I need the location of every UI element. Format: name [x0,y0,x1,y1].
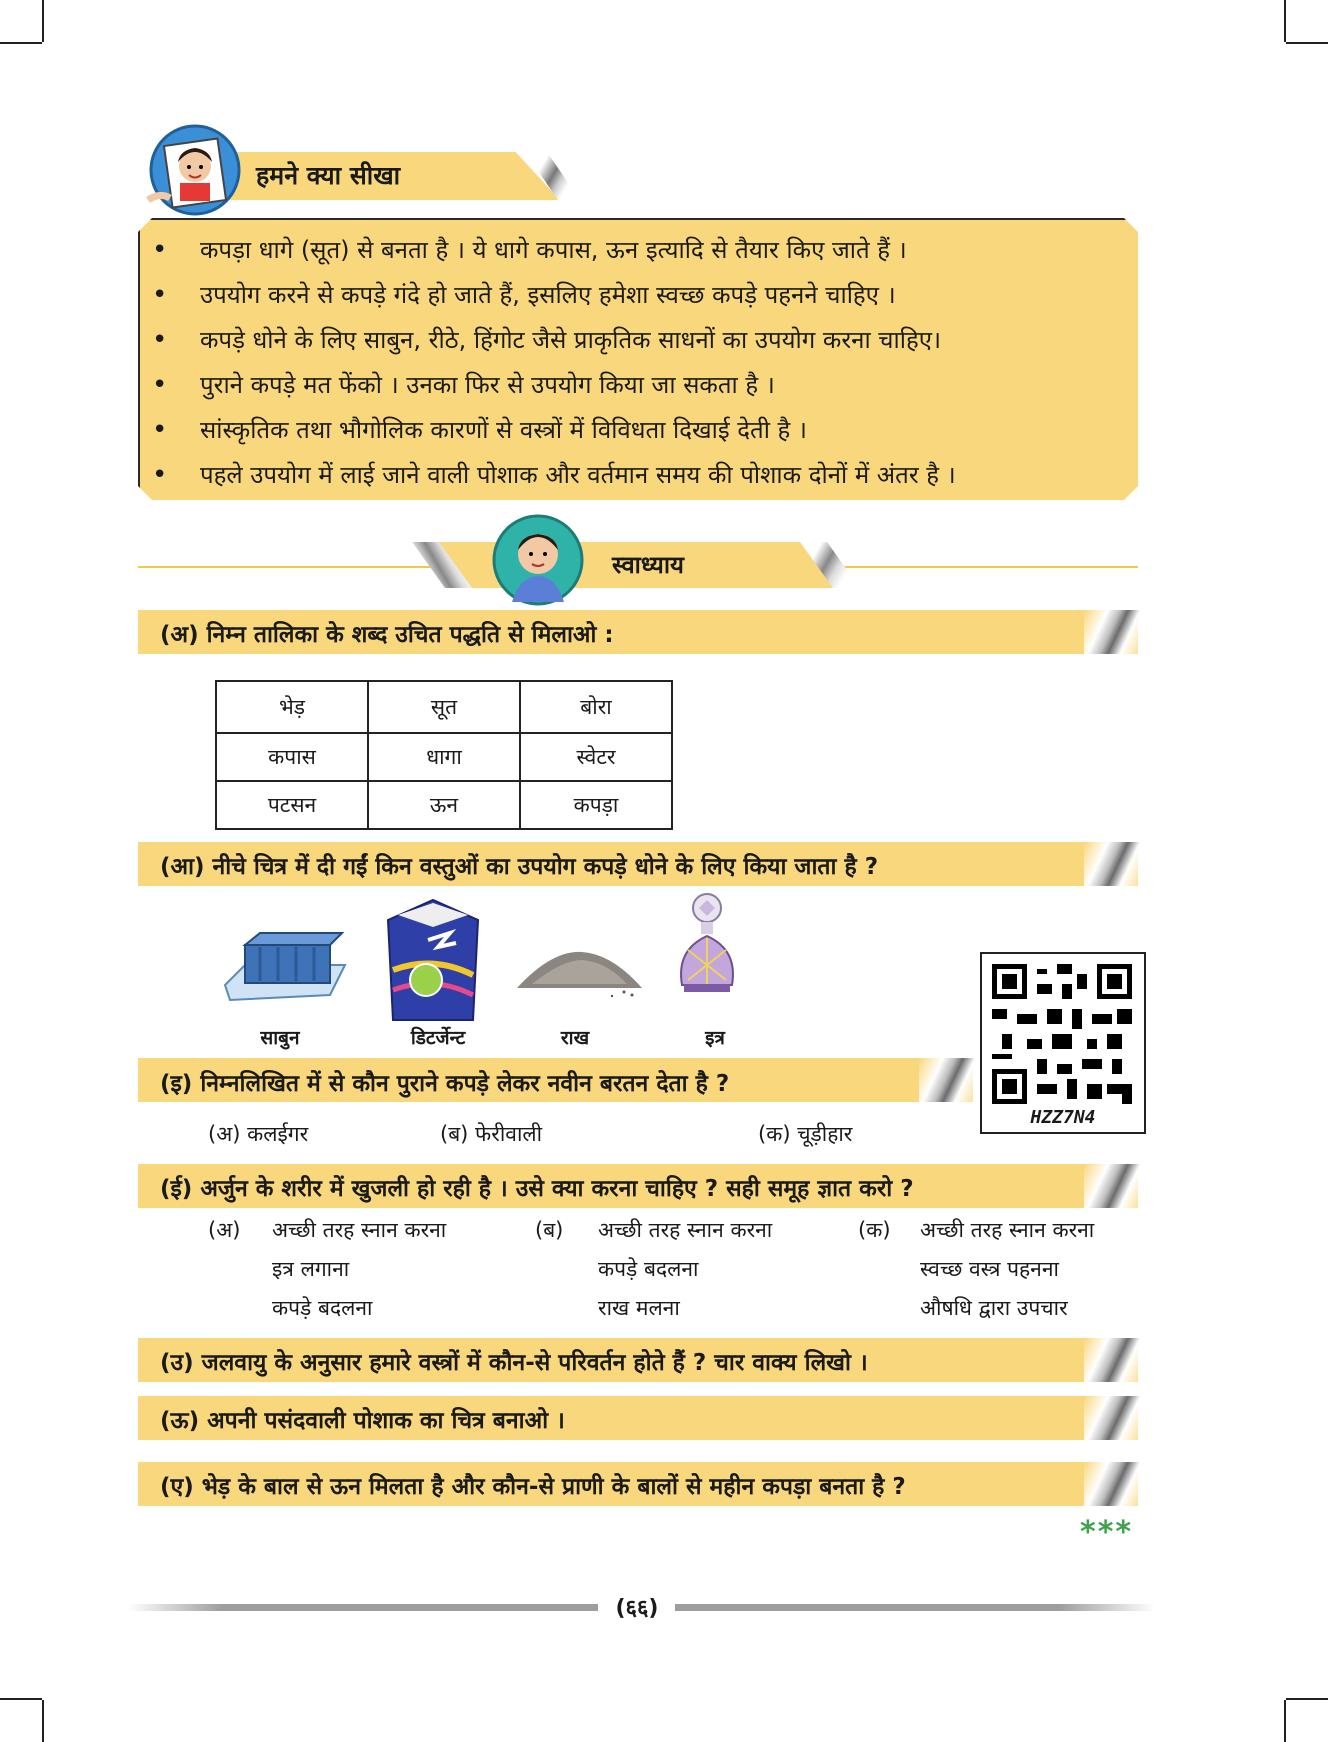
option-a: (अ) कलईगर [208,1122,309,1146]
qr-code-label: HZZ7N4 [1030,1107,1096,1128]
footer-rule-left [128,1604,598,1611]
man-avatar-icon [490,512,586,608]
learned-point: • कपड़ा धागे (सूत) से बनता है । ये धागे कपास, ऊन इत्यादि से तैयार किए जाते हैं । [150,228,1130,273]
option-c: (क) चूड़ीहार [758,1122,853,1146]
crop-mark [42,0,44,42]
group-label: (अ) [208,1218,241,1242]
learned-point: • उपयोग करने से कपड़े गंदे हो जाते हैं, इसलिए हमेशा स्वच्छ कपड़े पहनने चाहिए । [150,273,1130,318]
question-ii: (ई) अर्जुन के शरीर में खुजली हो रही है । उसे क्या करना चाहिए ? सही समूह ज्ञात करो ? [160,1176,914,1202]
question-i: (इ) निम्नलिखित में से कौन पुराने कपड़े लेकर नवीन बरतन देता है ? [160,1071,730,1097]
group-line: इत्र लगाना [272,1257,350,1281]
crop-mark [0,1698,42,1700]
crop-mark [1284,1700,1286,1742]
table-cell: बोरा [520,681,672,733]
exercise-title: स्वाध्याय [612,551,684,579]
group-line: राख मलना [598,1296,680,1320]
table-row [216,681,672,733]
picture-caption: साबुन [260,1027,300,1049]
table-cell: पटसन [216,781,368,829]
table-cell: धागा [368,733,520,781]
table-row [216,781,672,829]
end-stars: *** [1080,1515,1134,1550]
footer-rule-right [675,1604,1155,1611]
group-line: कपड़े बदलना [272,1296,373,1320]
soap-icon [220,925,350,1020]
picture-caption: राख [560,1027,590,1049]
group-line: औषधि द्वारा उपचार [920,1296,1068,1320]
table-cell: कपड़ा [520,781,672,829]
table-row [216,733,672,781]
learned-point: • सांस्कृतिक तथा भौगोलिक कारणों से वस्त्रों में विविधता दिखाई देती है । [150,408,1130,453]
qr-code[interactable] [980,952,1146,1134]
question-e: (ए) भेड़ के बाल से ऊन मिलता है और कौन-से प्राणी के बालों से महीन कपड़ा बनता है ? [160,1474,906,1500]
page-number: (६६) [615,1596,659,1621]
learned-list [150,228,1130,498]
table-cell: भेड़ [216,681,368,733]
group-label: (क) [858,1218,891,1242]
boy-avatar-icon [140,120,250,220]
match-table [215,680,673,830]
table-cell: कपास [216,733,368,781]
learned-title: हमने क्या सीखा [256,161,401,190]
learned-point: • कपड़े धोने के लिए साबुन, रीठे, हिंगोट जैसे प्राकृतिक साधनों का उपयोग करना चाहिए। [150,318,1130,363]
group-line: अच्छी तरह स्नान करना [920,1218,1095,1242]
crop-mark [0,42,42,44]
group-line: अच्छी तरह स्नान करना [598,1218,773,1242]
group-label: (ब) [535,1218,564,1242]
question-u: (उ) जलवायु के अनुसार हमारे वस्त्रों में कौन-से परिवर्तन होते हैं ? चार वाक्य लिखो । [160,1350,868,1376]
question-aa: (आ) नीचे चित्र में दी गईं किन वस्तुओं का उपयोग कपड़े धोने के लिए किया जाता है ? [160,854,879,880]
learned-point: • पहले उपयोग में लाई जाने वाली पोशाक और वर्तमान समय की पोशाक दोनों में अंतर है । [150,453,1130,498]
table-cell: ऊन [368,781,520,829]
option-b: (ब) फेरीवाली [440,1122,543,1146]
perfume-icon [672,890,742,1000]
crop-mark [1284,0,1286,42]
picture-caption: इत्र [705,1027,725,1049]
group-line: कपड़े बदलना [598,1257,699,1281]
question-uu: (ऊ) अपनी पसंदवाली पोशाक का चित्र बनाओ । [160,1408,565,1434]
crop-mark [1286,42,1328,44]
ash-icon [512,940,647,1000]
crop-mark [42,1700,44,1742]
qr-code-icon [992,964,1132,1104]
group-line: अच्छी तरह स्नान करना [272,1218,447,1242]
crop-mark [1286,1698,1328,1700]
learned-point: • पुराने कपड़े मत फेंको । उनका फिर से उपयोग किया जा सकता है । [150,363,1130,408]
table-cell: सूत [368,681,520,733]
table-cell: स्वेटर [520,733,672,781]
picture-caption: डिटर्जेन्ट [410,1027,466,1049]
group-line: स्वच्छ वस्त्र पहनना [920,1257,1059,1281]
question-a: (अ) निम्न तालिका के शब्द उचित पद्धति से मिलाओ : [160,622,614,648]
detergent-icon [378,895,488,1025]
